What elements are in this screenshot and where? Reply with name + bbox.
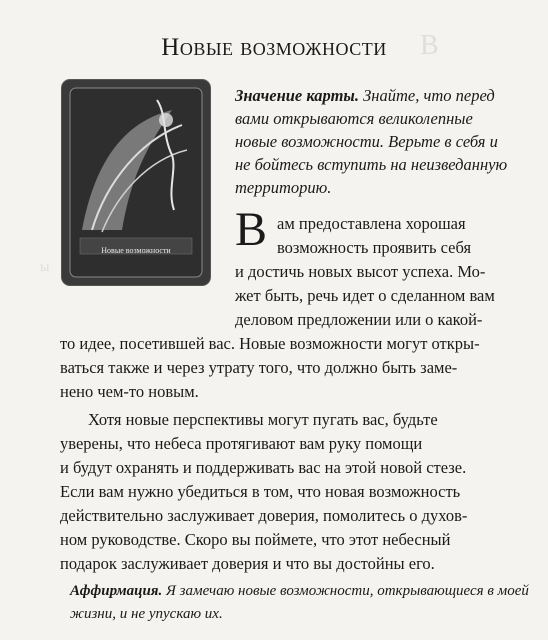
card-meaning [235, 84, 517, 199]
card-caption: Новые возможности [101, 246, 171, 255]
card-illustration [62, 80, 210, 285]
body-line: Если вам нужно убедиться в том, что новая возможность [60, 482, 461, 501]
body-line: действительно заслуживает доверия, помолитесь о духов- [60, 506, 468, 525]
card-meaning-label: Значение карты. [235, 86, 359, 105]
bleed-through-text: B [420, 30, 439, 61]
body-line: деловом предложении или о какой- [235, 310, 483, 329]
body-line: ном руководстве. Скоро вы поймете, что этот небесный [60, 530, 451, 549]
body-line: и будут охранять и поддерживать вас на этой новой стезе. [60, 458, 467, 477]
affirmation-label: Аффирмация. [70, 583, 163, 599]
body-line: жет быть, речь идет о сделанном вам [235, 286, 495, 305]
drop-cap: В [235, 203, 268, 256]
page-title: Новые возможности [161, 34, 387, 61]
body-line: возможность проявить себя [277, 238, 472, 257]
bleed-through-text: ы [40, 260, 50, 275]
affirmation [70, 580, 530, 626]
body-line: то идее, посетившей вас. Новые возможности могут откры- [60, 334, 480, 353]
body-line: ваться также и через утрату того, что должно быть заме- [60, 358, 458, 377]
body-line: Хотя новые перспективы могут пугать вас, будьте [88, 410, 438, 429]
card-meaning-text: Знайте, что перед вами открываются великолепные новые возможности. Верьте в себя и не бойтесь вступить на неизведанную территорию. [235, 86, 508, 197]
body-line: и достичь новых высот успеха. Мо- [235, 262, 486, 281]
body-line: подарок заслуживает доверия и что вы достойны его. [60, 554, 435, 573]
body-line: уверены, что небеса протягивают вам руку помощи [60, 434, 423, 453]
body-line: ам предоставлена хорошая [277, 214, 466, 233]
affirmation-text: Я замечаю новые возможности, открывающиеся в моей жизни, и не упускаю их. [70, 583, 529, 622]
body-line: нено чем-то новым. [60, 382, 199, 401]
